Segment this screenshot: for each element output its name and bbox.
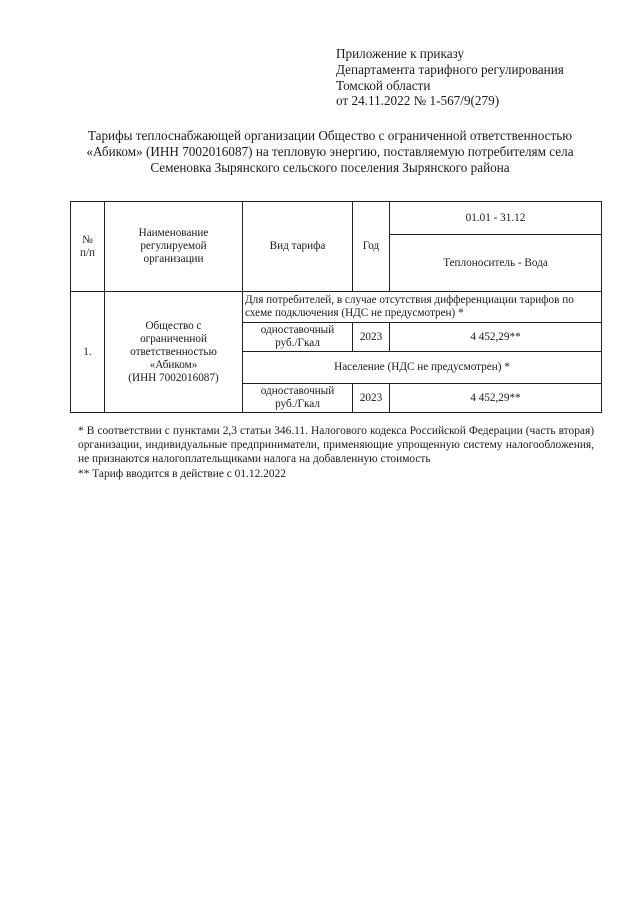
- tariff-value-cell: 4 452,29**: [390, 384, 602, 413]
- header-line: от 24.11.2022 № 1-567/9(279): [336, 93, 500, 109]
- section-population: Население (НДС не предусмотрен) *: [243, 352, 602, 384]
- header-line: Приложение к приказу: [336, 46, 465, 61]
- title-line: Семеновка Зырянского сельского поселения Зырянского района: [150, 159, 510, 175]
- header-number: № п/п: [71, 202, 105, 292]
- tariff-year-cell: 2023: [353, 384, 390, 413]
- table-row: [71, 292, 602, 323]
- header-organization: Наименование регулируемой организации: [105, 202, 243, 292]
- tariff-year-cell: 2023: [353, 323, 390, 352]
- header-year: Год: [353, 202, 390, 292]
- tariff-value-cell: 4 452,29**: [390, 323, 602, 352]
- tariff-table: [70, 201, 602, 413]
- row-number: 1.: [71, 292, 105, 413]
- table-header-row: [71, 202, 602, 235]
- header-heat-carrier: Теплоноситель - Вода: [390, 235, 602, 292]
- header-line: Департамента тарифного регулирования: [336, 61, 564, 77]
- order-attachment-header: [336, 46, 626, 109]
- footnote-vat: * В соответствии с пунктами 2,3 статьи 346.11. Налогового кодекса Российской Федерации (часть вторая) организации, индивидуальные предприниматели, применяющие упрощенную систему налогообложения, не признаются налогоплательщиками налога на добавленную стоимость: [78, 425, 594, 466]
- header-line: Томской области: [336, 77, 431, 93]
- title-line: Тарифы теплоснабжающей организации Общество с ограниченной ответственностью: [87, 128, 573, 143]
- section-consumers: Для потребителей, в случае отсутствия дифференциации тарифов по схеме подключения (НДС не предусмотрен) *: [243, 292, 602, 323]
- header-period: 01.01 - 31.12: [390, 202, 602, 235]
- tariff-type-cell: одноставочный руб./Гкал: [243, 323, 353, 352]
- row-organization: Общество с ограниченной ответственностью «Абиком» (ИНН 7002016087): [105, 292, 243, 413]
- document-title: [60, 128, 600, 175]
- title-line: «Абиком» (ИНН 7002016087) на тепловую энергию, поставляемую потребителям села: [86, 143, 574, 159]
- footnotes: [78, 424, 594, 481]
- header-tariff-type: Вид тарифа: [243, 202, 353, 292]
- footnote-effective-date: ** Тариф вводится в действие с 01.12.2022: [78, 467, 286, 480]
- tariff-type-cell: одноставочный руб./Гкал: [243, 384, 353, 413]
